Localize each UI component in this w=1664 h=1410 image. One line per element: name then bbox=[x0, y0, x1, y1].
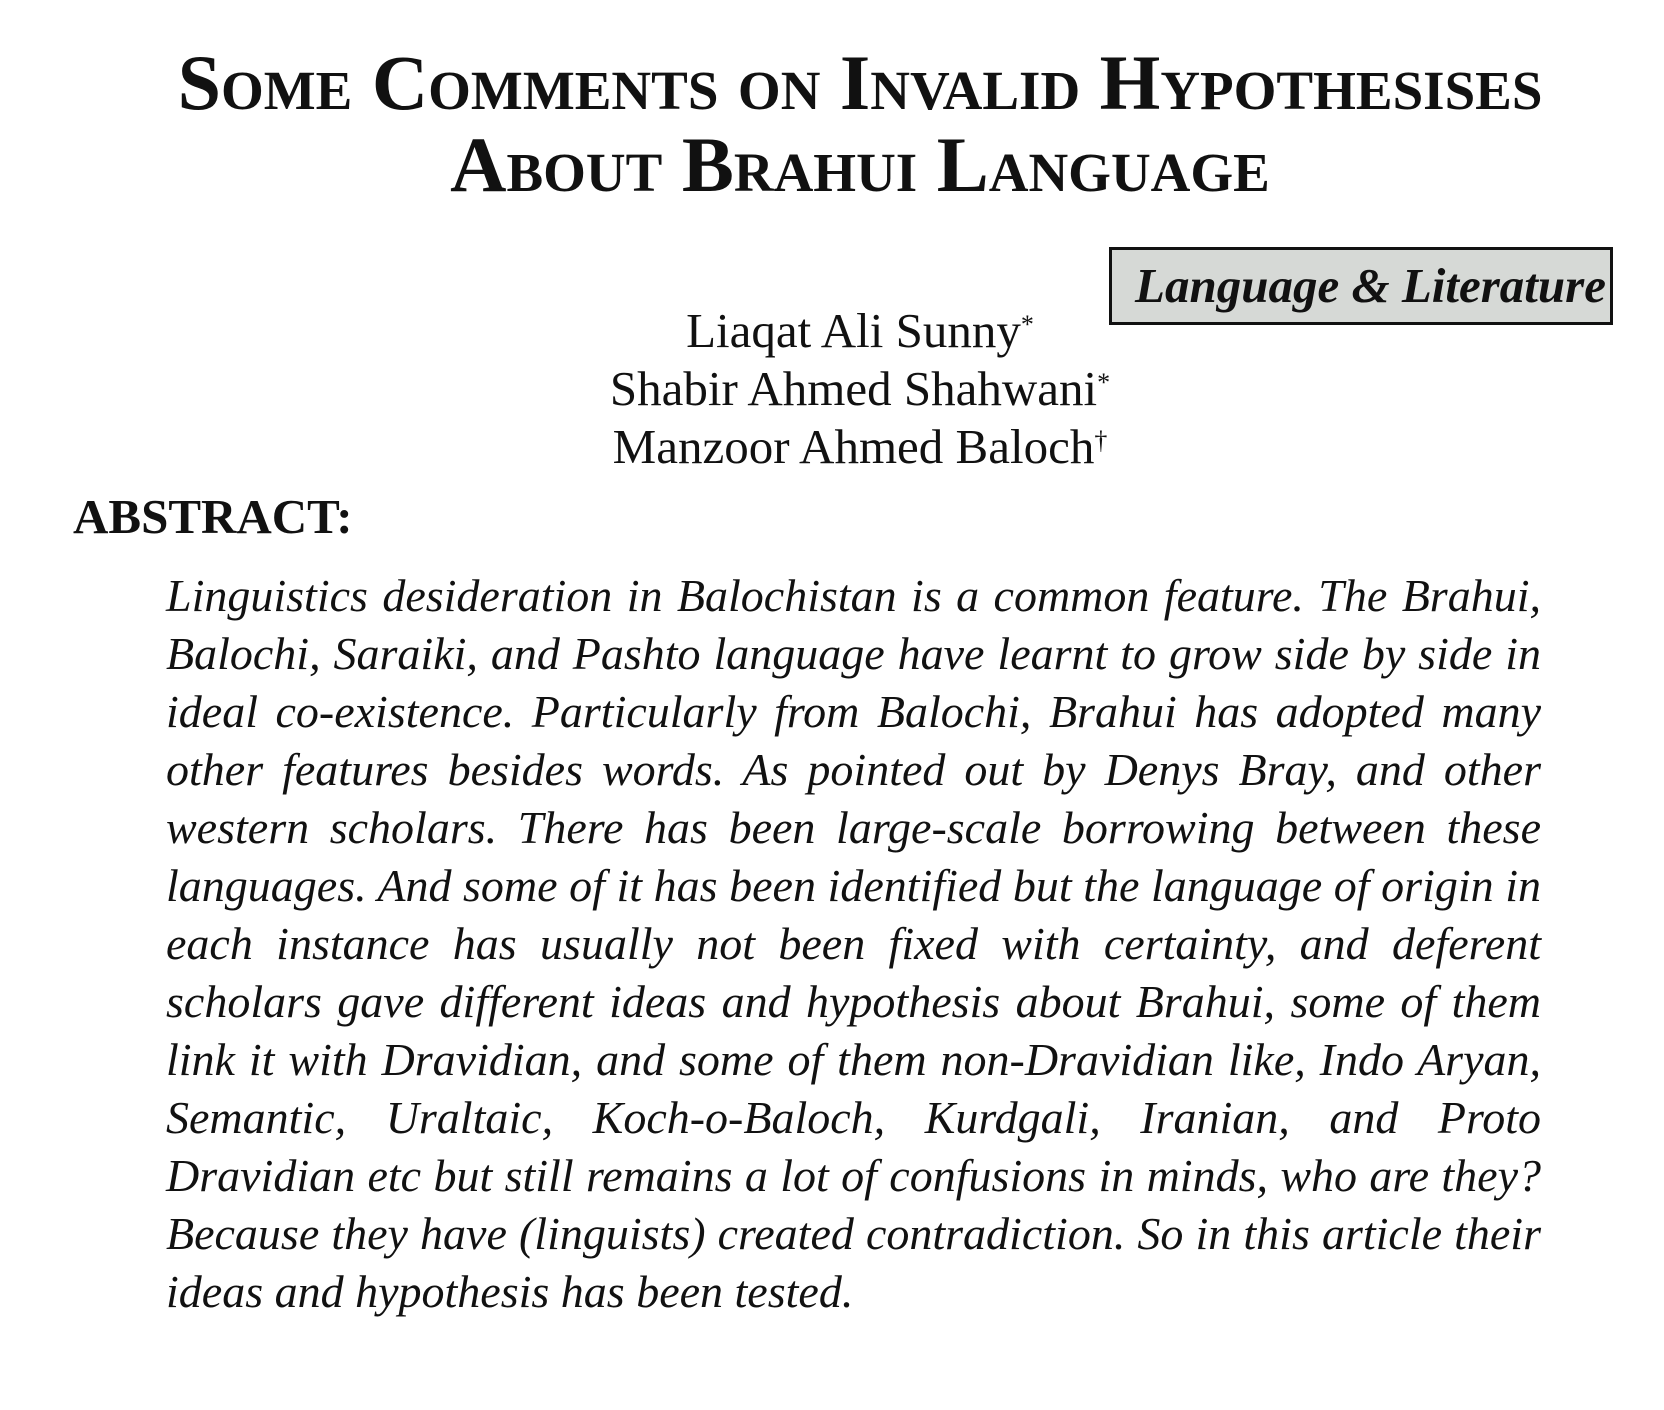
author-affiliation-mark: * bbox=[1097, 368, 1111, 397]
paper-title-line-2: About Brahui Language bbox=[450, 121, 1270, 208]
author-3 bbox=[0, 418, 1664, 476]
author-2 bbox=[0, 360, 1664, 418]
category-label: Language & Literature bbox=[1135, 258, 1606, 313]
abstract-heading: ABSTRACT: bbox=[73, 489, 353, 544]
author-list bbox=[0, 302, 1664, 476]
abstract-text: Linguistics desideration in Balochistan is a common feature. The Brahui, Balochi, Saraiki, and Pashto language have learnt to grow side by side in ideal co-existence. Particularly from Balochi, Brahui has adopted many other features besides words. As pointed out by Denys Bray, and other western scholars. There has been large-scale borrowing between these languages. And some of it has been identified but the language of origin in each instance has usually not been fixed with certainty, and deferent scholars gave different ideas and hypothesis about Brahui, some of them link it with Dravidian, and some of them non-Dravidian like, Indo Aryan, Semantic, Uraltaic, Koch-o-Baloch, Kurdgali, Iranian, and Proto Dravidian etc but still remains a lot of confusions in minds, who are they? Because they have (linguists) created contradiction. So in this article their ideas and hypothesis has been tested. bbox=[166, 570, 1541, 1317]
author-name: Shabir Ahmed Shahwani bbox=[609, 361, 1098, 416]
paper-title-line-1: Some Comments on Invalid Hypothesises bbox=[177, 39, 1543, 126]
author-1 bbox=[0, 302, 1664, 360]
author-name: Liaqat Ali Sunny bbox=[686, 303, 1021, 358]
author-name: Manzoor Ahmed Baloch bbox=[612, 419, 1095, 474]
author-affiliation-mark: † bbox=[1094, 426, 1108, 455]
author-affiliation-mark: * bbox=[1020, 310, 1034, 339]
